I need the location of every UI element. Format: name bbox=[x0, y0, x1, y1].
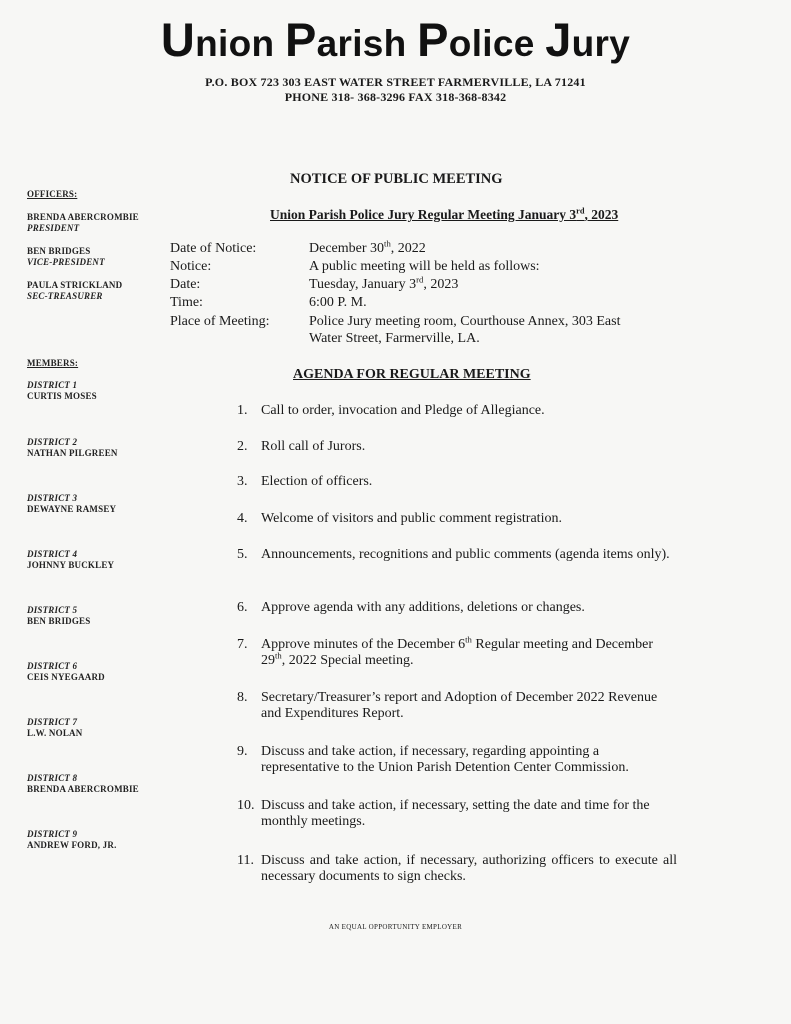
footer-text: AN EQUAL OPPORTUNITY EMPLOYER bbox=[328, 923, 463, 931]
agenda-item: 8. Secretary/Treasurer’s report and Adoption of December 2022 Revenue and Expenditures Report. bbox=[237, 690, 658, 721]
member-district: DISTRICT 2 bbox=[27, 437, 78, 447]
place-value: Water Street, Farmerville, LA. bbox=[309, 331, 480, 346]
member-name: NATHAN PILGREEN bbox=[27, 448, 118, 458]
member-district: DISTRICT 3 bbox=[27, 493, 78, 503]
time-label: Time: bbox=[170, 295, 203, 310]
organization-name: Union Parish Police Jury bbox=[160, 13, 631, 66]
agenda-item: 2. Roll call of Jurors. bbox=[237, 439, 366, 454]
notice-title: NOTICE OF PUBLIC MEETING bbox=[290, 171, 503, 187]
agenda-item: 9. Discuss and take action, if necessary, regarding appointing a representative to the Union Parish Detention Center Commission. bbox=[237, 744, 629, 775]
notice-value: A public meeting will be held as follows: bbox=[309, 259, 540, 274]
date-label: Date: bbox=[170, 277, 201, 292]
member-district: DISTRICT 9 bbox=[27, 829, 78, 839]
agenda-item: 4. Welcome of visitors and public comment registration. bbox=[237, 511, 562, 526]
phone-line: PHONE 318- 368-3296 FAX 318-368-8342 bbox=[284, 90, 507, 104]
agenda-item: 5. Announcements, recognitions and public comments (agenda items only). bbox=[237, 547, 670, 562]
member-name: L.W. NOLAN bbox=[27, 728, 83, 738]
members-header: MEMBERS: bbox=[27, 358, 79, 368]
member-district: DISTRICT 6 bbox=[27, 661, 78, 671]
agenda-item: 3. Election of officers. bbox=[237, 474, 373, 489]
member-name: ANDREW FORD, JR. bbox=[27, 840, 117, 850]
agenda-title: AGENDA FOR REGULAR MEETING bbox=[293, 367, 531, 382]
agenda-item: 1. Call to order, invocation and Pledge of Allegiance. bbox=[237, 403, 545, 418]
officer-name: BEN BRIDGES bbox=[27, 246, 91, 256]
member-name: JOHNNY BUCKLEY bbox=[27, 560, 115, 570]
time-value: 6:00 P. M. bbox=[309, 295, 367, 310]
member-district: DISTRICT 1 bbox=[27, 380, 78, 390]
agenda-item: 6. Approve agenda with any additions, deletions or changes. bbox=[237, 600, 585, 615]
member-name: DEWAYNE RAMSEY bbox=[27, 504, 117, 514]
officer-role: PRESIDENT bbox=[27, 223, 80, 233]
agenda-item: 11. Discuss and take action, if necessary, authorizing officers to execute all necessary documents to sign checks. bbox=[237, 853, 677, 884]
place-label: Place of Meeting: bbox=[170, 314, 270, 329]
date-value: Tuesday, January 3rd, 2023 bbox=[309, 274, 459, 292]
member-district: DISTRICT 4 bbox=[27, 549, 78, 559]
officer-role: VICE-PRESIDENT bbox=[27, 257, 105, 267]
member-name: CEIS NYEGAARD bbox=[27, 672, 105, 682]
notice-label: Notice: bbox=[170, 259, 212, 274]
member-name: CURTIS MOSES bbox=[27, 391, 97, 401]
address-line: P.O. BOX 723 303 EAST WATER STREET FARMERVILLE, LA 71241 bbox=[205, 75, 586, 89]
agenda-item: 7. Approve minutes of the December 6th Regular meeting and December 29th, 2022 Special meeting. bbox=[237, 634, 654, 668]
officer-role: SEC-TREASURER bbox=[27, 291, 103, 301]
member-district: DISTRICT 7 bbox=[27, 717, 78, 727]
officers-header: OFFICERS: bbox=[27, 189, 78, 199]
member-name: BRENDA ABERCROMBIE bbox=[27, 784, 139, 794]
agenda-item: 10. Discuss and take action, if necessary, setting the date and time for the monthly meetings. bbox=[237, 798, 650, 829]
place-value: Police Jury meeting room, Courthouse Annex, 303 East bbox=[309, 314, 621, 329]
date-of-notice-value: December 30th, 2022 bbox=[309, 238, 426, 256]
date-of-notice-label: Date of Notice: bbox=[170, 241, 257, 256]
officer-name: BRENDA ABERCROMBIE bbox=[27, 212, 139, 222]
member-name: BEN BRIDGES bbox=[27, 616, 91, 626]
member-district: DISTRICT 8 bbox=[27, 773, 78, 783]
member-district: DISTRICT 5 bbox=[27, 605, 78, 615]
officer-name: PAULA STRICKLAND bbox=[27, 280, 123, 290]
meeting-title: Union Parish Police Jury Regular Meeting January 3rd, 2023 bbox=[270, 206, 619, 222]
